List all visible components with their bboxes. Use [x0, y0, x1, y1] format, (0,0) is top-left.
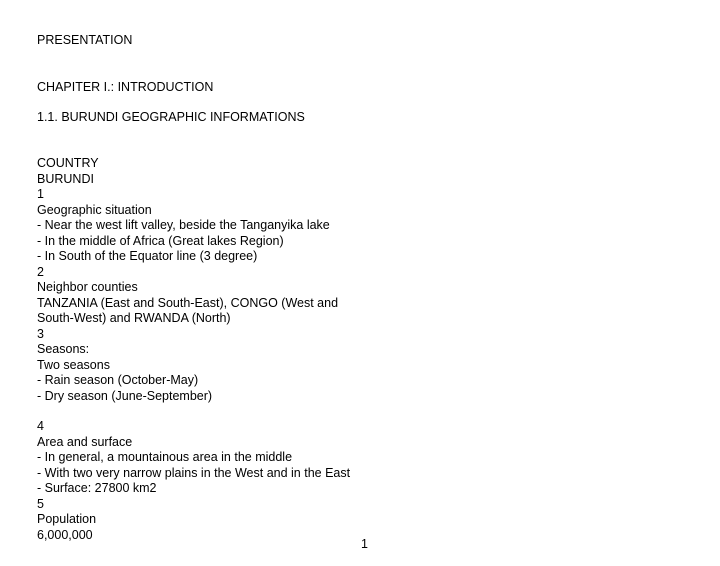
- item-line: - In South of the Equator line (3 degree): [37, 249, 258, 263]
- page-number: 1: [361, 537, 368, 551]
- item-line: South-West) and RWANDA (North): [37, 311, 231, 325]
- chapter-title: CHAPITER I.: INTRODUCTION: [37, 80, 214, 94]
- item-line: - Dry season (June-September): [37, 389, 213, 403]
- item-number: 3: [37, 327, 44, 341]
- item-line: TANZANIA (East and South-East), CONGO (West and: [37, 296, 339, 310]
- item-number: 5: [37, 497, 44, 511]
- item-title: Geographic situation: [37, 203, 152, 217]
- item-title: Neighbor counties: [37, 280, 138, 294]
- item-line: 6,000,000: [37, 528, 93, 542]
- item-line: - Near the west lift valley, beside the Tanganyika lake: [37, 218, 330, 232]
- country-value: BURUNDI: [37, 172, 94, 186]
- item-line: - In the middle of Africa (Great lakes Region): [37, 234, 284, 248]
- item-title: Area and surface: [37, 435, 133, 449]
- item-line: - With two very narrow plains in the West and in the East: [37, 466, 351, 480]
- document-heading: PRESENTATION: [37, 33, 133, 47]
- item-title: Seasons:: [37, 342, 90, 356]
- section-title: 1.1. BURUNDI GEOGRAPHIC INFORMATIONS: [37, 110, 305, 124]
- item-number: 1: [37, 187, 44, 201]
- item-line: - Rain season (October-May): [37, 373, 199, 387]
- item-line: - Surface: 27800 km2: [37, 481, 157, 495]
- country-label: COUNTRY: [37, 156, 99, 170]
- item-title: Population: [37, 512, 97, 526]
- item-line: - In general, a mountainous area in the middle: [37, 450, 293, 464]
- item-line: Two seasons: [37, 358, 110, 372]
- item-number: 4: [37, 419, 44, 433]
- item-number: 2: [37, 265, 44, 279]
